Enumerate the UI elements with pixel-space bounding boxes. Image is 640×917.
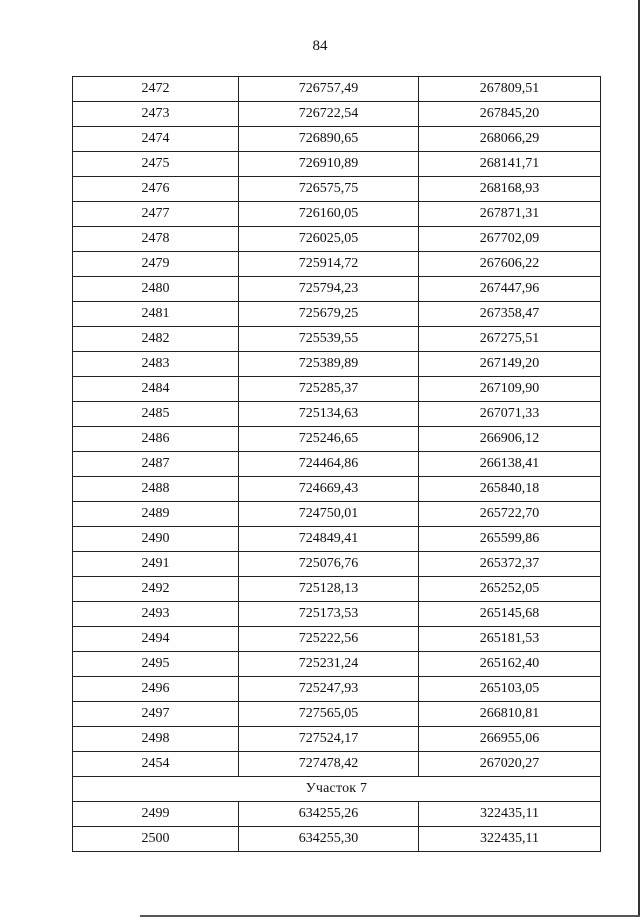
y-coordinate-cell: 267871,31	[419, 202, 601, 227]
x-coordinate-cell: 725285,37	[239, 377, 419, 402]
y-coordinate-cell: 267109,90	[419, 377, 601, 402]
y-coordinate-cell: 267020,27	[419, 752, 601, 777]
x-coordinate-cell: 724750,01	[239, 502, 419, 527]
table-row	[73, 227, 601, 252]
section-row	[73, 777, 601, 802]
y-coordinate-cell: 267845,20	[419, 102, 601, 127]
point-number-cell: 2491	[73, 552, 239, 577]
point-number-cell: 2487	[73, 452, 239, 477]
x-coordinate-cell: 726160,05	[239, 202, 419, 227]
point-number-cell: 2494	[73, 627, 239, 652]
y-coordinate-cell: 268066,29	[419, 127, 601, 152]
y-coordinate-cell: 322435,11	[419, 827, 601, 852]
point-number-cell: 2495	[73, 652, 239, 677]
x-coordinate-cell: 726910,89	[239, 152, 419, 177]
table-row	[73, 802, 601, 827]
y-coordinate-cell: 267447,96	[419, 277, 601, 302]
point-number-cell: 2476	[73, 177, 239, 202]
table-row	[73, 202, 601, 227]
table-row	[73, 302, 601, 327]
point-number-cell: 2492	[73, 577, 239, 602]
table-row	[73, 277, 601, 302]
table-row	[73, 102, 601, 127]
x-coordinate-cell: 724669,43	[239, 477, 419, 502]
table-row	[73, 552, 601, 577]
point-number-cell: 2496	[73, 677, 239, 702]
point-number-cell: 2488	[73, 477, 239, 502]
table-row	[73, 577, 601, 602]
y-coordinate-cell: 266810,81	[419, 702, 601, 727]
table-row	[73, 252, 601, 277]
y-coordinate-cell: 265145,68	[419, 602, 601, 627]
table-row	[73, 377, 601, 402]
coordinates-table	[72, 76, 601, 852]
point-number-cell: 2485	[73, 402, 239, 427]
table-row	[73, 652, 601, 677]
table-row	[73, 152, 601, 177]
point-number-cell: 2480	[73, 277, 239, 302]
y-coordinate-cell: 267275,51	[419, 327, 601, 352]
x-coordinate-cell: 726890,65	[239, 127, 419, 152]
x-coordinate-cell: 725128,13	[239, 577, 419, 602]
point-number-cell: 2493	[73, 602, 239, 627]
point-number-cell: 2475	[73, 152, 239, 177]
point-number-cell: 2500	[73, 827, 239, 852]
x-coordinate-cell: 725076,76	[239, 552, 419, 577]
x-coordinate-cell: 725231,24	[239, 652, 419, 677]
table-row	[73, 452, 601, 477]
point-number-cell: 2472	[73, 77, 239, 102]
x-coordinate-cell: 726757,49	[239, 77, 419, 102]
point-number-cell: 2454	[73, 752, 239, 777]
x-coordinate-cell: 725914,72	[239, 252, 419, 277]
y-coordinate-cell: 267809,51	[419, 77, 601, 102]
x-coordinate-cell: 725134,63	[239, 402, 419, 427]
y-coordinate-cell: 266955,06	[419, 727, 601, 752]
table-row	[73, 527, 601, 552]
table-row	[73, 502, 601, 527]
y-coordinate-cell: 265722,70	[419, 502, 601, 527]
y-coordinate-cell: 265840,18	[419, 477, 601, 502]
y-coordinate-cell: 267071,33	[419, 402, 601, 427]
y-coordinate-cell: 266138,41	[419, 452, 601, 477]
y-coordinate-cell: 265181,53	[419, 627, 601, 652]
table-row	[73, 77, 601, 102]
point-number-cell: 2498	[73, 727, 239, 752]
table-row	[73, 727, 601, 752]
x-coordinate-cell: 634255,30	[239, 827, 419, 852]
point-number-cell: 2481	[73, 302, 239, 327]
table-row	[73, 477, 601, 502]
point-number-cell: 2473	[73, 102, 239, 127]
point-number-cell: 2490	[73, 527, 239, 552]
x-coordinate-cell: 727478,42	[239, 752, 419, 777]
x-coordinate-cell: 634255,26	[239, 802, 419, 827]
point-number-cell: 2483	[73, 352, 239, 377]
x-coordinate-cell: 726722,54	[239, 102, 419, 127]
x-coordinate-cell: 725222,56	[239, 627, 419, 652]
x-coordinate-cell: 724849,41	[239, 527, 419, 552]
x-coordinate-cell: 725794,23	[239, 277, 419, 302]
x-coordinate-cell: 725247,93	[239, 677, 419, 702]
table-row	[73, 352, 601, 377]
y-coordinate-cell: 266906,12	[419, 427, 601, 452]
y-coordinate-cell: 265252,05	[419, 577, 601, 602]
x-coordinate-cell: 725246,65	[239, 427, 419, 452]
table-row	[73, 127, 601, 152]
y-coordinate-cell: 267149,20	[419, 352, 601, 377]
x-coordinate-cell: 727524,17	[239, 727, 419, 752]
point-number-cell: 2484	[73, 377, 239, 402]
table-row	[73, 602, 601, 627]
table-row	[73, 752, 601, 777]
point-number-cell: 2486	[73, 427, 239, 452]
page-number: 84	[312, 38, 328, 54]
table-row	[73, 402, 601, 427]
x-coordinate-cell: 725539,55	[239, 327, 419, 352]
y-coordinate-cell: 265162,40	[419, 652, 601, 677]
table-row	[73, 327, 601, 352]
y-coordinate-cell: 267358,47	[419, 302, 601, 327]
point-number-cell: 2474	[73, 127, 239, 152]
point-number-cell: 2479	[73, 252, 239, 277]
table-row	[73, 627, 601, 652]
x-coordinate-cell: 727565,05	[239, 702, 419, 727]
y-coordinate-cell: 268168,93	[419, 177, 601, 202]
point-number-cell: 2482	[73, 327, 239, 352]
point-number-cell: 2477	[73, 202, 239, 227]
y-coordinate-cell: 265103,05	[419, 677, 601, 702]
point-number-cell: 2497	[73, 702, 239, 727]
table-row	[73, 827, 601, 852]
y-coordinate-cell: 268141,71	[419, 152, 601, 177]
x-coordinate-cell: 725173,53	[239, 602, 419, 627]
x-coordinate-cell: 724464,86	[239, 452, 419, 477]
point-number-cell: 2499	[73, 802, 239, 827]
table-row	[73, 177, 601, 202]
y-coordinate-cell: 322435,11	[419, 802, 601, 827]
x-coordinate-cell: 726025,05	[239, 227, 419, 252]
table-row	[73, 702, 601, 727]
y-coordinate-cell: 267606,22	[419, 252, 601, 277]
table-row	[73, 677, 601, 702]
coordinates-table-body	[73, 77, 601, 852]
section-title: Участок 7	[73, 777, 601, 802]
x-coordinate-cell: 726575,75	[239, 177, 419, 202]
x-coordinate-cell: 725679,25	[239, 302, 419, 327]
x-coordinate-cell: 725389,89	[239, 352, 419, 377]
y-coordinate-cell: 265599,86	[419, 527, 601, 552]
table-row	[73, 427, 601, 452]
point-number-cell: 2478	[73, 227, 239, 252]
y-coordinate-cell: 267702,09	[419, 227, 601, 252]
y-coordinate-cell: 265372,37	[419, 552, 601, 577]
point-number-cell: 2489	[73, 502, 239, 527]
